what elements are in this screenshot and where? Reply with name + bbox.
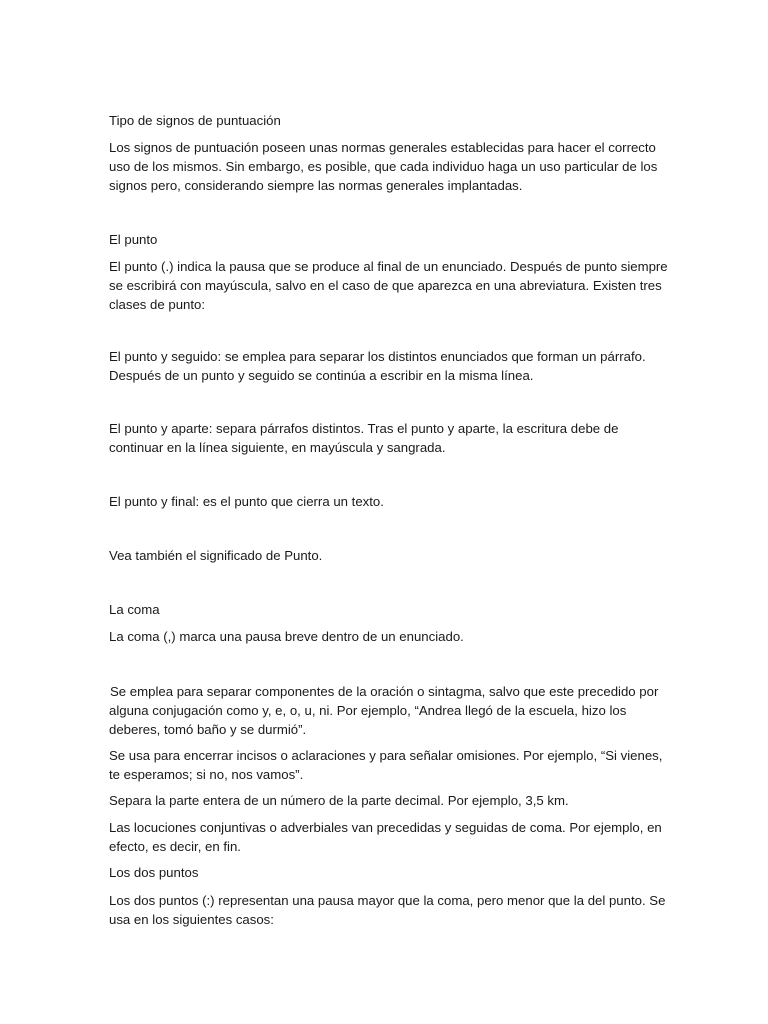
paragraph-seguido-line-2: Después de un punto y seguido se continúa a escribir en la misma línea. xyxy=(109,368,534,383)
paragraph-emplea-line-1: Se emplea para separar componentes de la oración o sintagma, salvo que este precedido por xyxy=(110,684,659,699)
paragraph-locuciones-line-1: Las locuciones conjuntivas o adverbiales van precedidas y seguidas de coma. Por ejemplo, en xyxy=(109,820,662,835)
paragraph-dos-puntos-line-2: usa en los siguientes casos: xyxy=(109,912,274,927)
paragraph-emplea-line-2: alguna conjugación como y, e, o, u, ni. Por ejemplo, “Andrea llegó de la escuela, hizo los xyxy=(109,703,627,718)
paragraph-incisos-line-2: te esperamos; si no, nos vamos”. xyxy=(109,767,304,782)
heading-la-coma: La coma xyxy=(109,602,160,617)
paragraph-intro-line-1: Los signos de puntuación poseen unas normas generales establecidas para hacer el correcto xyxy=(109,140,656,155)
paragraph-locuciones-line-2: efecto, es decir, en fin. xyxy=(109,839,241,854)
paragraph-final-line-1: El punto y final: es el punto que cierra un texto. xyxy=(109,494,384,509)
paragraph-intro-line-3: signos pero, considerando siempre las normas generales implantadas. xyxy=(109,178,523,193)
paragraph-dos-puntos-line-1: Los dos puntos (:) representan una pausa mayor que la coma, pero menor que la del punto. Se xyxy=(109,893,666,908)
paragraph-coma-line-1: La coma (,) marca una pausa breve dentro de un enunciado. xyxy=(109,629,464,644)
paragraph-incisos-line-1: Se usa para encerrar incisos o aclaraciones y para señalar omisiones. Por ejemplo, “Si vienes, xyxy=(109,748,663,763)
heading-los-dos-puntos: Los dos puntos xyxy=(109,865,199,880)
paragraph-seguido-line-1: El punto y seguido: se emplea para separar los distintos enunciados que forman un párrafo. xyxy=(109,349,646,364)
paragraph-aparte-line-2: continuar en la línea siguiente, en mayúscula y sangrada. xyxy=(109,440,446,455)
heading-el-punto: El punto xyxy=(109,232,158,247)
paragraph-punto-line-3: clases de punto: xyxy=(109,297,206,312)
paragraph-vea-tambien: Vea también el significado de Punto. xyxy=(109,548,323,563)
paragraph-punto-line-1: El punto (.) indica la pausa que se produce al final de un enunciado. Después de punto siempre xyxy=(109,259,668,274)
heading-tipo-de-signos: Tipo de signos de puntuación xyxy=(109,113,281,128)
paragraph-intro-line-2: uso de los mismos. Sin embargo, es posible, que cada individuo haga un uso particular de los xyxy=(109,159,658,174)
paragraph-aparte-line-1: El punto y aparte: separa párrafos distintos. Tras el punto y aparte, la escritura debe de xyxy=(109,421,619,436)
paragraph-emplea-line-3: deberes, tomó baño y se durmió”. xyxy=(109,722,307,737)
paragraph-punto-line-2: se escribirá con mayúscula, salvo en el caso de que aparezca en una abreviatura. Existen tres xyxy=(109,278,662,293)
paragraph-decimal-line-1: Separa la parte entera de un número de la parte decimal. Por ejemplo, 3,5 km. xyxy=(109,793,569,808)
